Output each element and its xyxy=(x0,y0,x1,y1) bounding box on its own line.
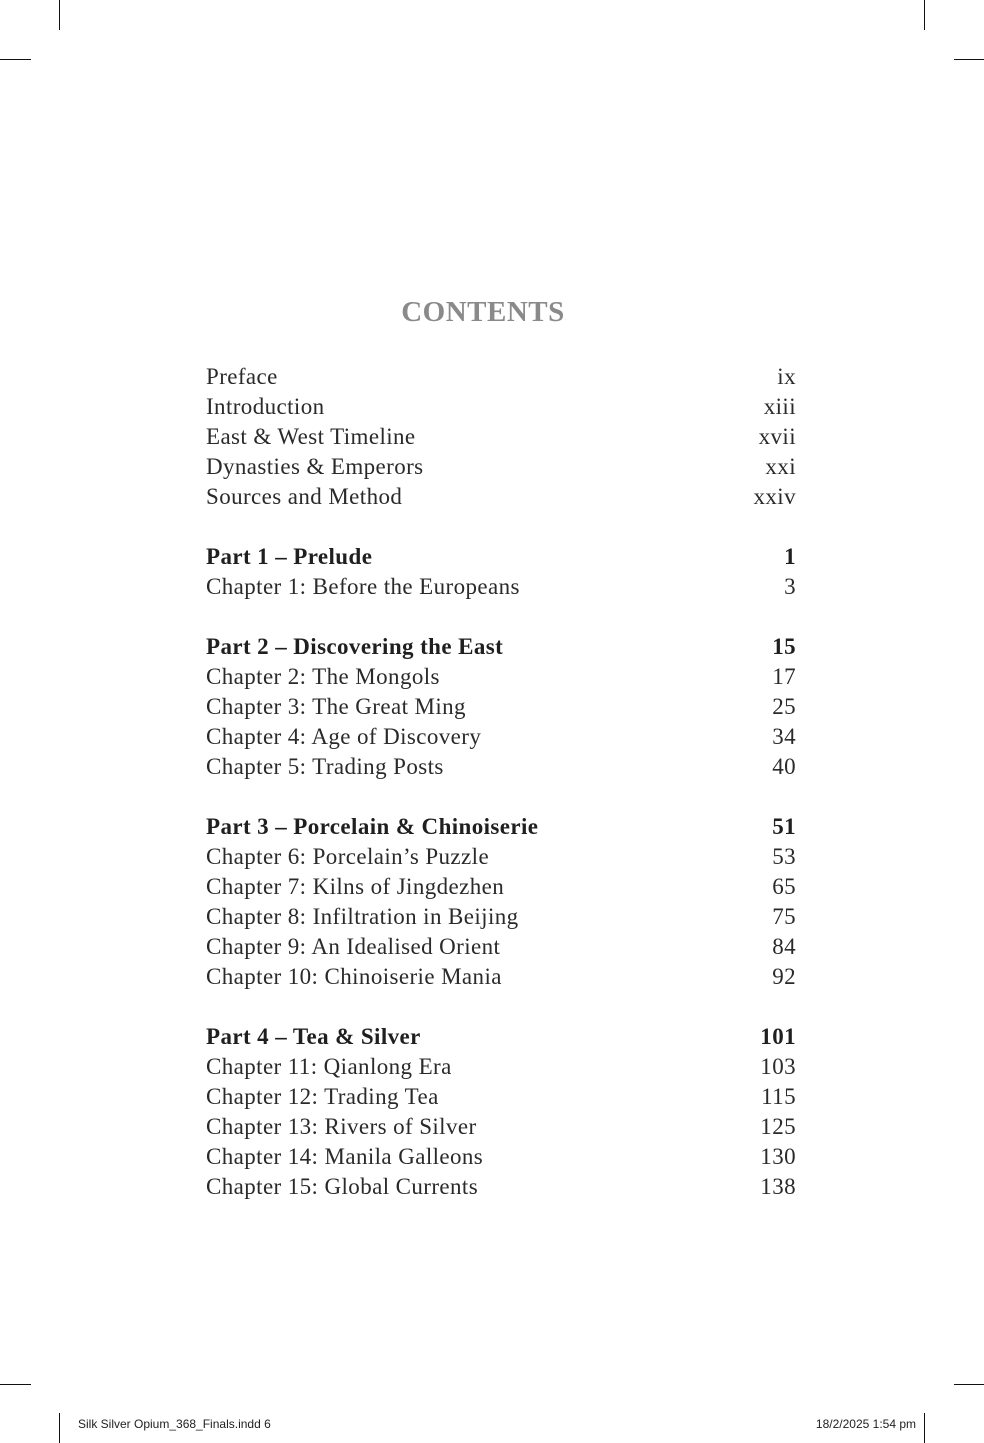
crop-mark-right-bottom xyxy=(954,1384,984,1385)
toc-entry-page: 40 xyxy=(772,754,796,779)
toc-entry-title: Chapter 14: Manila Galleons xyxy=(206,1144,484,1169)
toc-entry-title: Dynasties & Emperors xyxy=(206,454,424,479)
toc-part-entry xyxy=(206,632,796,662)
toc-entry-page: 103 xyxy=(760,1054,796,1079)
toc-entry-page: 3 xyxy=(784,574,796,599)
toc-entry xyxy=(206,662,796,692)
toc-entry-title: Part 4 – Tea & Silver xyxy=(206,1024,421,1049)
toc-entry-title: Chapter 5: Trading Posts xyxy=(206,754,444,779)
toc-entry-title: Chapter 13: Rivers of Silver xyxy=(206,1114,477,1139)
toc-entry-page: 130 xyxy=(760,1144,796,1169)
toc-entry-title: Chapter 4: Age of Discovery xyxy=(206,724,482,749)
toc-entry xyxy=(206,392,796,422)
toc-entry xyxy=(206,842,796,872)
toc-entry-page: 115 xyxy=(761,1084,796,1109)
toc-group xyxy=(206,542,796,602)
toc-entry-title: Part 2 – Discovering the East xyxy=(206,634,504,659)
toc-entry-title: Introduction xyxy=(206,394,325,419)
toc-entry xyxy=(206,752,796,782)
toc-entry-title: Preface xyxy=(206,364,278,389)
toc-group xyxy=(206,362,796,512)
toc-entry xyxy=(206,1082,796,1112)
toc-part-entry xyxy=(206,812,796,842)
toc-entry-page: 138 xyxy=(760,1174,796,1199)
crop-mark-bottom-left xyxy=(59,1413,60,1443)
toc-entry xyxy=(206,422,796,452)
toc-entry xyxy=(206,932,796,962)
crop-mark-left-bottom xyxy=(0,1384,31,1385)
toc-entry-title: Chapter 2: The Mongols xyxy=(206,664,440,689)
toc-entry-page: 84 xyxy=(772,934,796,959)
toc-part-entry xyxy=(206,1022,796,1052)
toc-entry xyxy=(206,572,796,602)
toc-entry-page: xxi xyxy=(765,454,796,479)
toc-entry xyxy=(206,1112,796,1142)
toc-entry-page: 92 xyxy=(772,964,796,989)
toc-entry xyxy=(206,362,796,392)
toc-entry-title: Chapter 10: Chinoiserie Mania xyxy=(206,964,502,989)
toc-entry-page: xvii xyxy=(758,424,796,449)
toc-entry xyxy=(206,692,796,722)
toc-entry-title: Sources and Method xyxy=(206,484,403,509)
toc-entry-page: 53 xyxy=(772,844,796,869)
toc-entry xyxy=(206,1052,796,1082)
toc-group xyxy=(206,632,796,782)
toc-entry-page: 75 xyxy=(772,904,796,929)
toc-entry-page: 25 xyxy=(772,694,796,719)
toc-entry-title: Chapter 7: Kilns of Jingdezhen xyxy=(206,874,505,899)
crop-mark-bottom-right xyxy=(924,1413,925,1443)
crop-mark-right-top xyxy=(954,59,984,60)
toc-entry xyxy=(206,452,796,482)
toc-entry xyxy=(206,482,796,512)
toc-part-entry xyxy=(206,542,796,572)
toc-entry-page: 17 xyxy=(772,664,796,689)
toc-entry-page: xxiv xyxy=(753,484,796,509)
toc-entry-page: 34 xyxy=(772,724,796,749)
toc-entry-page: 65 xyxy=(772,874,796,899)
toc-entry-page: 51 xyxy=(772,814,796,839)
contents-heading: CONTENTS xyxy=(401,296,565,328)
toc-entry-page: 15 xyxy=(772,634,796,659)
toc-entry-title: Chapter 3: The Great Ming xyxy=(206,694,466,719)
toc-entry-page: 101 xyxy=(760,1024,796,1049)
crop-mark-top-right xyxy=(924,0,925,30)
crop-mark-top-left xyxy=(59,0,60,30)
toc-entry-page: 1 xyxy=(784,544,796,569)
table-of-contents xyxy=(206,362,796,1232)
toc-entry-title: Chapter 12: Trading Tea xyxy=(206,1084,439,1109)
crop-mark-left-top xyxy=(0,59,31,60)
toc-entry xyxy=(206,962,796,992)
slug-filename: Silk Silver Opium_368_Finals.indd 6 xyxy=(78,1417,271,1431)
toc-entry xyxy=(206,902,796,932)
toc-entry xyxy=(206,1172,796,1202)
toc-entry-title: Chapter 6: Porcelain’s Puzzle xyxy=(206,844,490,869)
toc-entry-page: ix xyxy=(777,364,796,389)
toc-entry xyxy=(206,872,796,902)
toc-entry-title: Chapter 15: Global Currents xyxy=(206,1174,479,1199)
toc-entry-page: 125 xyxy=(760,1114,796,1139)
toc-group xyxy=(206,1022,796,1202)
toc-entry-title: Part 3 – Porcelain & Chinoiserie xyxy=(206,814,539,839)
toc-entry-title: Chapter 8: Infiltration in Beijing xyxy=(206,904,519,929)
toc-entry-title: East & West Timeline xyxy=(206,424,416,449)
toc-group xyxy=(206,812,796,992)
toc-entry xyxy=(206,722,796,752)
toc-entry-title: Chapter 11: Qianlong Era xyxy=(206,1054,452,1079)
toc-entry xyxy=(206,1142,796,1172)
toc-entry-page: xiii xyxy=(763,394,796,419)
toc-entry-title: Part 1 – Prelude xyxy=(206,544,373,569)
slug-date: 18/2/2025 1:54 pm xyxy=(815,1417,916,1431)
toc-entry-title: Chapter 9: An Idealised Orient xyxy=(206,934,501,959)
toc-entry-title: Chapter 1: Before the Europeans xyxy=(206,574,520,599)
